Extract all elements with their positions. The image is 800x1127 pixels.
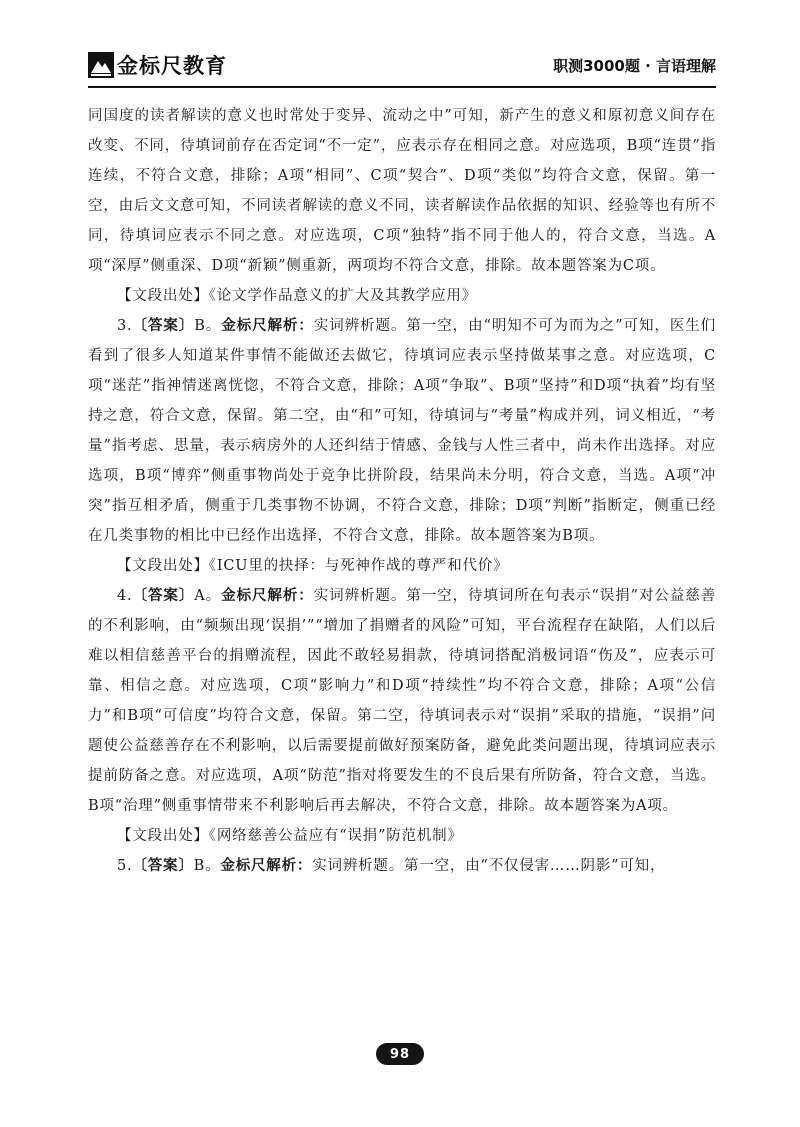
source-citation: 【文段出处】《ICU里的抉择：与死神作战的尊严和代价》 (117, 558, 509, 574)
page-header (88, 50, 716, 88)
page-body (88, 101, 716, 881)
analysis-label: 金标尺解析： (221, 588, 314, 604)
answer-label: 〔答案〕 (132, 318, 195, 334)
analysis-label: 金标尺解析： (221, 318, 314, 334)
mountain-logo-icon (88, 52, 114, 78)
continued-paragraph: 同国度的读者解读的意义也时常处于变异、流动之中”可知，新产生的意义和原初意义间存在改变、不同，待填词前存在否定词“不一定”，应表示存在相同之意。对应选项，B项“连贯”指连续，不符合文意，排除；A项“相同”、C项“契合”、D项“类似”均符合文意，保留。第一空，由后文文意可知，不同读者解读的意义不同，读者解读作品依据的知识、经验等也有所不同，待填词应表示不同之意。对应选项，C项“独特”指不同于他人的，符合文意，当选。A项“深厚”侧重深、D项“新颖”侧重新，两项均不符合文意，排除。故本题答案为C项。 (88, 108, 716, 274)
page-number: 98 (376, 1043, 424, 1065)
book-title: 职测3000题 · 言语理解 (553, 57, 716, 75)
answer-label: 〔答案〕 (132, 588, 195, 604)
question-number: 3. (117, 318, 133, 334)
brand-name: 金标尺教育 (117, 54, 227, 78)
answer-letter: B。 (193, 858, 221, 874)
question-4-explanation (88, 581, 716, 821)
analysis-text: 实词辨析题。第一空，由“不仅侵害……阴影”可知， (312, 858, 666, 874)
question-number: 5. (117, 858, 133, 874)
header-rule (88, 86, 716, 88)
answer-label: 〔答案〕 (132, 858, 194, 874)
question-5-explanation (88, 851, 716, 881)
analysis-text: 实词辨析题。第一空，待填词所在句表示“误捐”对公益慈善的不利影响，由“频频出现‘误捐’”“增加了捐赠者的风险”可知，平台流程存在缺陷，人们以后难以相信慈善平台的捐赠流程，因此不敢轻易捐款，待填词搭配消极词语“伤及”，应表示可靠、相信之意。对应选项，C项“影响力”和D项“持续性”均不符合文意，排除；A项“公信力”和B项“可信度”均符合文意，保留。第二空，待填词表示对“误捐”采取的措施，“误捐”问题使公益慈善存在不利影响，以后需要提前做好预案防备，避免此类问题出现，待填词应表示提前防备之意。对应选项，A项“防范”指对将要发生的不良后果有所防备，符合文意，当选。B项“治理”侧重事情带来不利影响后再去解决，不符合文意，排除。故本题答案为A项。 (88, 588, 716, 814)
answer-letter: A。 (194, 588, 222, 604)
answer-letter: B。 (194, 318, 222, 334)
analysis-label: 金标尺解析： (220, 858, 313, 874)
brand-logo (88, 50, 227, 80)
source-citation: 【文段出处】《论文学作品意义的扩大及其教学应用》 (117, 288, 477, 304)
analysis-text: 实词辨析题。第一空，由“明知不可为而为之”可知，医生们看到了很多人知道某件事情不能做还去做它，待填词应表示坚持做某事之意。对应选项，C项“迷茫”指神情迷离恍惚，不符合文意，排除；A项“争取”、B项“坚持”和D项“执着”均有坚持之意，符合文意，保留。第二空，由“和”可知，待填词与“考量”构成并列，词义相近，“考量”指考虑、思量，表示病房外的人还纠结于情感、金钱与人性三者中，尚未作出选择。对应选项，B项“博弈”侧重事物尚处于竞争比拼阶段，结果尚未分明，符合文意，当选。A项“冲突”指互相矛盾，侧重于几类事物不协调，不符合文意，排除；D项“判断”指断定，侧重已经在几类事物的相比中已经作出选择，不符合文意，排除。故本题答案为B项。 (88, 318, 716, 544)
question-number: 4. (117, 588, 133, 604)
question-3-explanation (88, 311, 716, 551)
source-citation: 【文段出处】《网络慈善公益应有“误捐”防范机制》 (117, 828, 463, 844)
